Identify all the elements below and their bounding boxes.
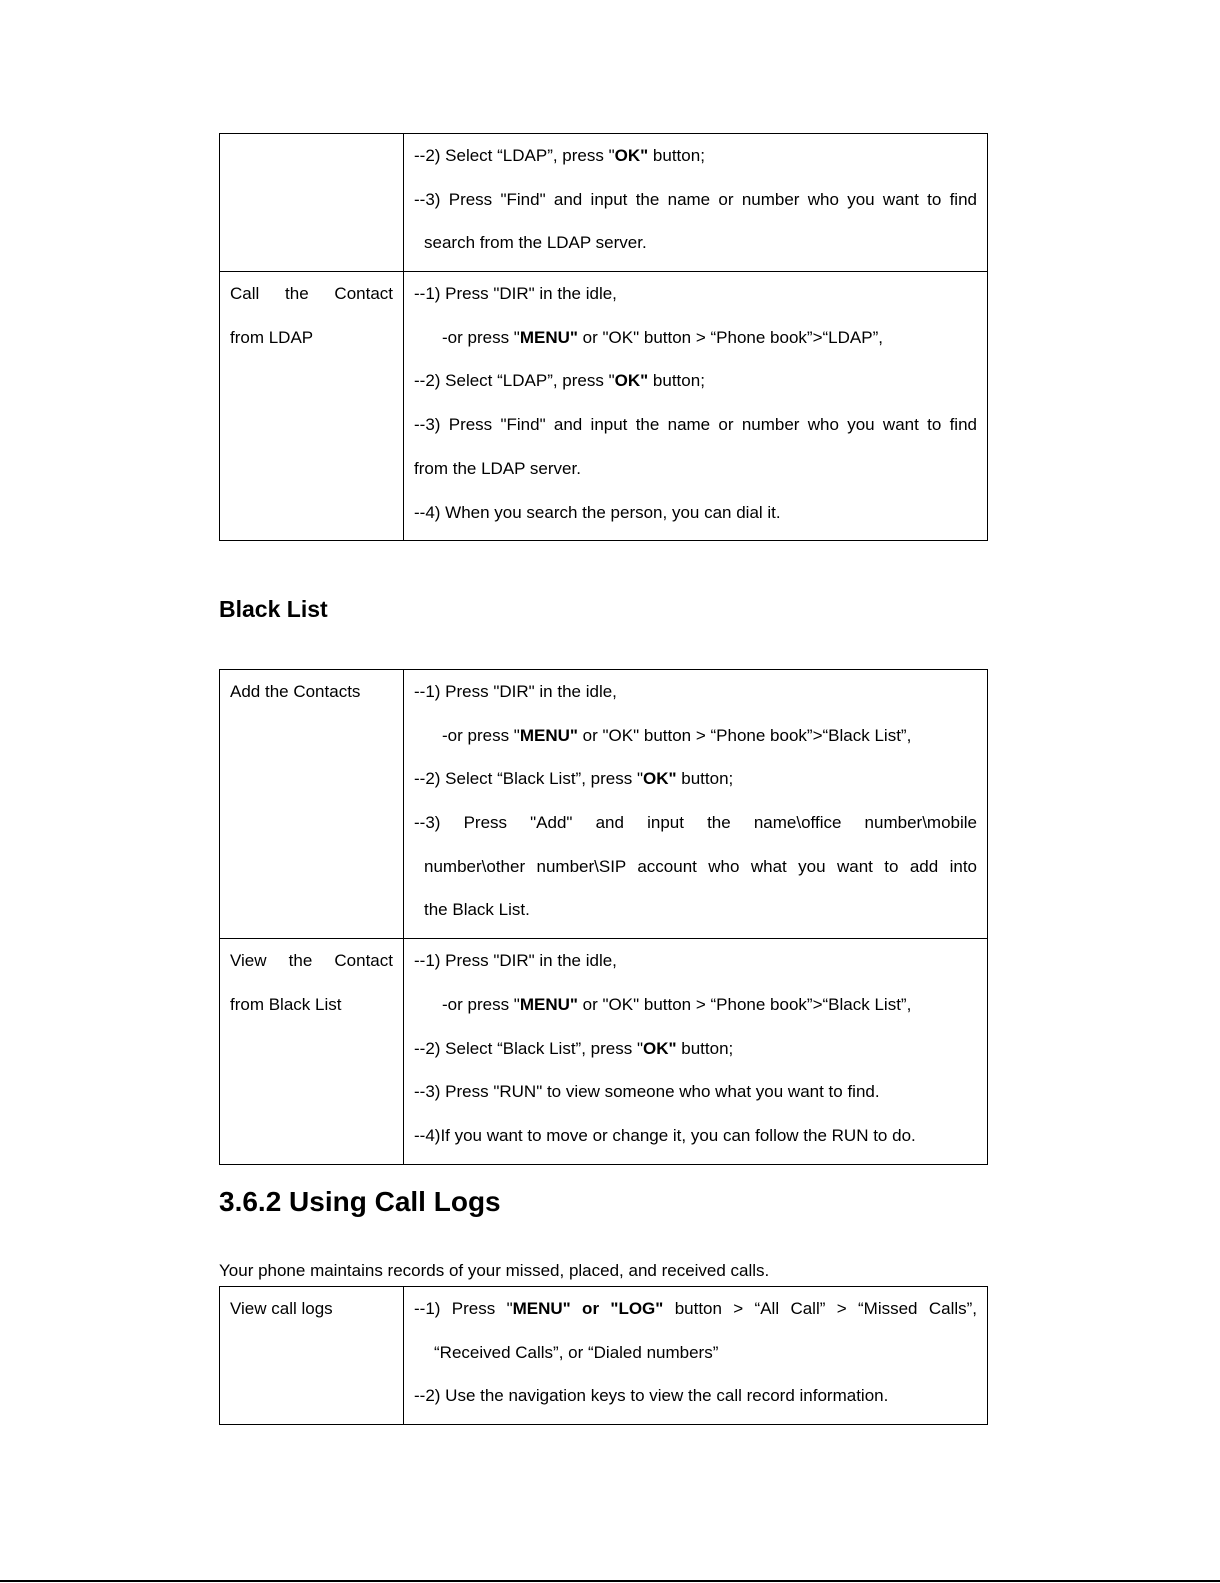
step-line: -or press "MENU" or "OK" button > “Phone book”>“LDAP”, — [442, 327, 883, 347]
step-line: “Received Calls”, or “Dialed numbers” — [434, 1342, 719, 1362]
row-steps — [404, 272, 988, 541]
label-line: from LDAP — [230, 327, 314, 347]
step-line: --3) Press "Find" and input the name or number who you want to find — [414, 189, 977, 209]
label-line: from Black List — [230, 994, 342, 1014]
step-line: --2) Select “LDAP”, press "OK" button; — [414, 146, 705, 165]
step-line: --4) When you search the person, you can dial it. — [414, 502, 781, 522]
ldap-table — [219, 133, 988, 541]
row-steps — [404, 939, 988, 1164]
step-line: --1) Press "MENU" or "LOG" button > “All Call” > “Missed Calls”, — [414, 1299, 978, 1318]
call-logs-table — [219, 1286, 988, 1425]
step-line: --2) Use the navigation keys to view the call record information. — [414, 1386, 889, 1406]
step-line: --1) Press "DIR" in the idle, — [414, 284, 617, 304]
table-row — [220, 670, 988, 939]
label-line: Add the Contacts — [230, 682, 361, 701]
step-line: --1) Press "DIR" in the idle, — [414, 682, 617, 701]
step-line: from the LDAP server. — [414, 458, 581, 478]
step-line: -or press "MENU" or "OK" button > “Phone book”>“Black List”, — [442, 994, 912, 1014]
row-label — [220, 939, 404, 1164]
step-line: the Black List. — [424, 900, 530, 920]
label-line: Call the Contact — [230, 284, 393, 304]
step-line: --2) Select “LDAP”, press "OK" button; — [414, 371, 705, 391]
black-list-table — [219, 669, 988, 1165]
step-line: search from the LDAP server. — [424, 233, 647, 253]
label-line: View call logs — [230, 1299, 333, 1318]
table-row — [220, 134, 988, 272]
row-label — [220, 134, 404, 272]
step-line: --3) Press "RUN" to view someone who what you want to find. — [414, 1082, 880, 1102]
row-steps — [404, 1287, 988, 1425]
black-list-heading: Black List — [219, 596, 328, 622]
call-logs-intro: Your phone maintains records of your missed, placed, and received calls. — [219, 1261, 770, 1280]
page-bottom-rule — [0, 1580, 1220, 1582]
table-row — [220, 272, 988, 541]
step-line: --1) Press "DIR" in the idle, — [414, 951, 617, 971]
table-row — [220, 1287, 988, 1425]
row-label — [220, 670, 404, 939]
label-line: View the Contact — [230, 951, 393, 971]
row-label — [220, 272, 404, 541]
table-row — [220, 939, 988, 1164]
row-label — [220, 1287, 404, 1425]
step-line: number\other number\SIP account who what you want to add into — [424, 856, 977, 876]
step-line: --3) Press "Add" and input the name\office number\mobile — [414, 813, 977, 833]
step-line: --4)If you want to move or change it, you can follow the RUN to do. — [414, 1125, 916, 1145]
call-logs-heading: 3.6.2 Using Call Logs — [219, 1186, 501, 1217]
step-line: --2) Select “Black List”, press "OK" button; — [414, 1038, 734, 1058]
step-line: -or press "MENU" or "OK" button > “Phone book”>“Black List”, — [442, 725, 912, 745]
step-line: --2) Select “Black List”, press "OK" button; — [414, 769, 734, 789]
row-steps — [404, 670, 988, 939]
step-line: --3) Press "Find" and input the name or number who you want to find — [414, 415, 977, 435]
row-steps — [404, 134, 988, 272]
